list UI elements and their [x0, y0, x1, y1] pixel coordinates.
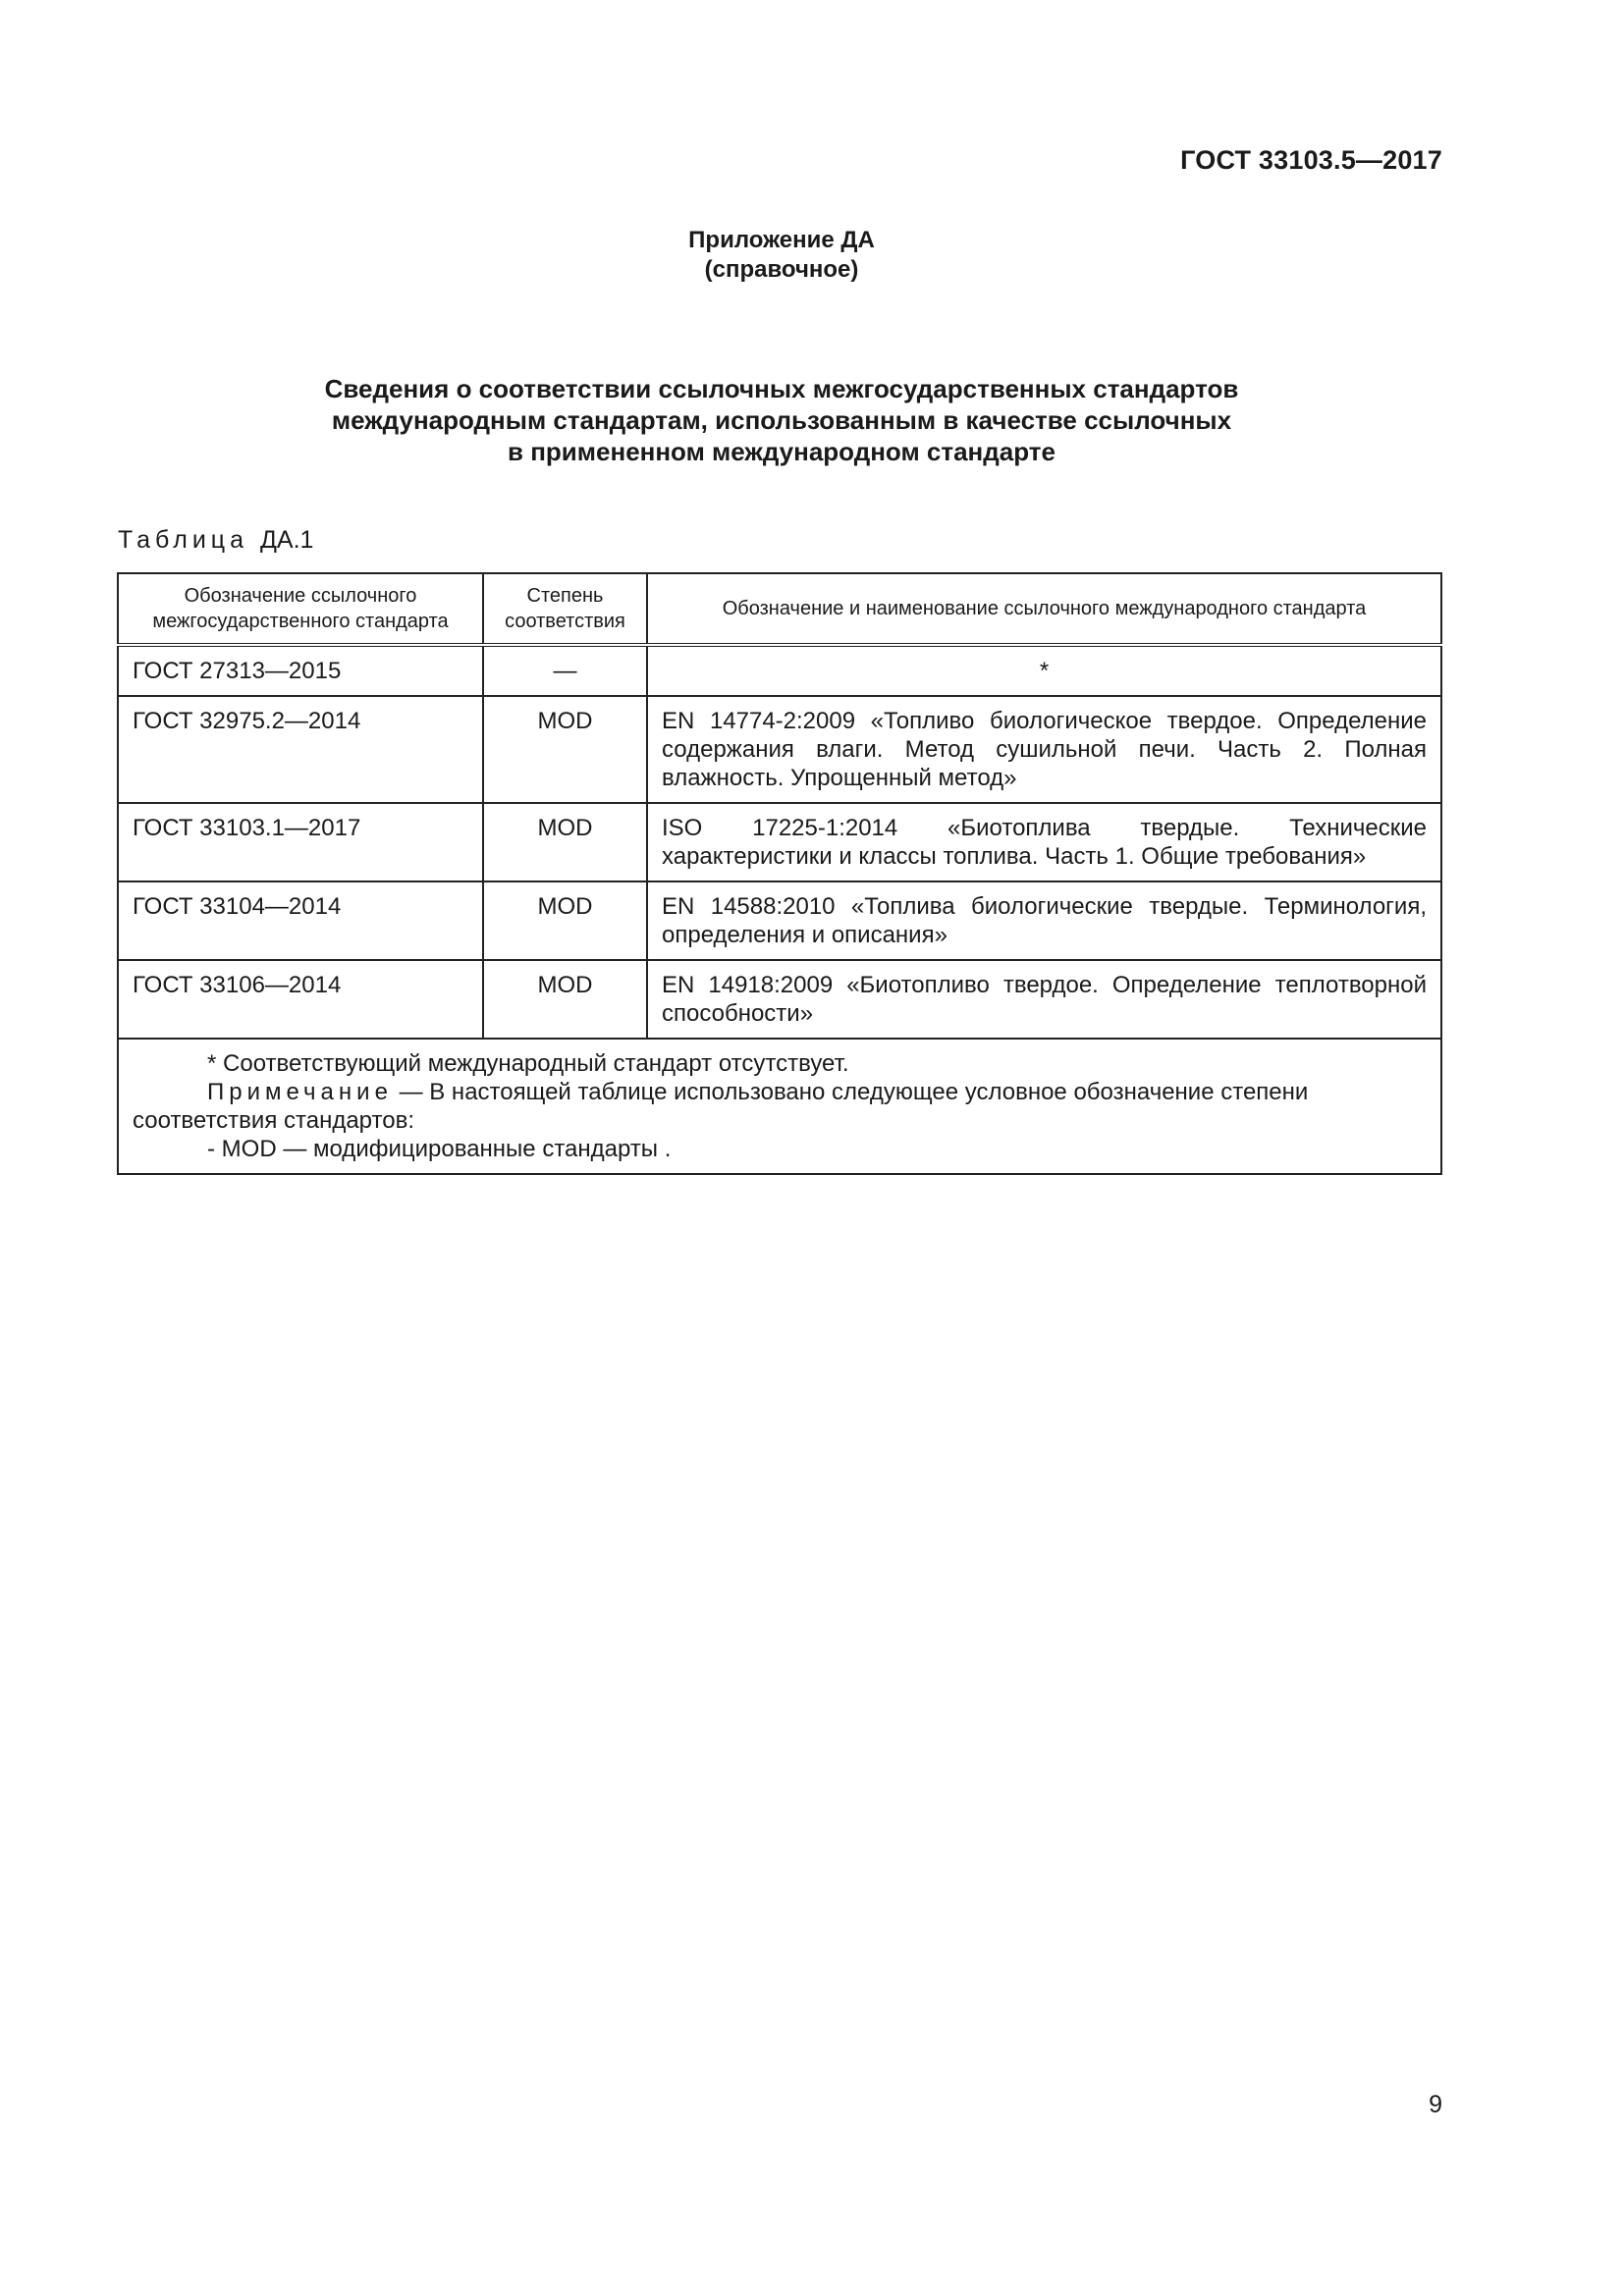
table-note — [133, 1078, 1427, 1135]
cell-reference: EN 14774-2:2009 «Топливо биологическое твердое. Определение содержания влаги. Метод сушильной печи. Часть 2. Полная влажность. Упрощенный метод» — [647, 696, 1441, 803]
table-row — [118, 960, 1441, 1039]
cell-degree: MOD — [483, 881, 647, 960]
note-item: - MOD — модифицированные стандарты . — [207, 1136, 672, 1162]
cell-degree: MOD — [483, 803, 647, 881]
header-interstate-standard: Обозначение ссылочного межгосударственного стандарта — [118, 573, 483, 645]
table-caption — [118, 526, 313, 555]
cell-reference: EN 14918:2009 «Биотопливо твердое. Определение теплотворной способности» — [647, 960, 1441, 1039]
cell-degree: MOD — [483, 960, 647, 1039]
heading-line-2: международным стандартам, использованным в качестве ссылочных — [331, 405, 1232, 435]
cell-reference: * — [647, 645, 1441, 696]
document-code: ГОСТ 33103.5—2017 — [1180, 145, 1442, 175]
table-caption-word: Таблица — [118, 526, 249, 554]
table-caption-number: ДА.1 — [259, 526, 314, 554]
heading-line-3: в примененном международном стандарте — [508, 437, 1056, 466]
note-text: — В настоящей таблице использовано следующее условное обозначение степени соответствия стандартов: — [133, 1079, 1309, 1134]
cell-degree: MOD — [483, 696, 647, 803]
table-row — [118, 881, 1441, 960]
cell-standard: ГОСТ 32975.2—2014 — [118, 696, 483, 803]
table-footnote: * Соответствующий международный стандарт отсутствует. — [207, 1050, 849, 1077]
appendix-type: (справочное) — [704, 256, 859, 283]
table-notes — [118, 1039, 1441, 1174]
note-label: Примечание — [207, 1079, 393, 1105]
standards-table — [117, 572, 1442, 1175]
header-degree: Степень соответствия — [483, 573, 647, 645]
appendix-title: Приложение ДА — [688, 227, 875, 253]
table-row — [118, 696, 1441, 803]
cell-standard: ГОСТ 33103.1—2017 — [118, 803, 483, 881]
heading-line-1: Сведения о соответствии ссылочных межгосударственных стандартов — [324, 374, 1239, 403]
section-heading — [0, 373, 1563, 467]
appendix-title-block — [0, 226, 1563, 285]
cell-reference: EN 14588:2010 «Топлива биологические твердые. Терминология, определения и описания» — [647, 881, 1441, 960]
cell-standard: ГОСТ 33104—2014 — [118, 881, 483, 960]
table-row — [118, 803, 1441, 881]
table-row — [118, 645, 1441, 696]
header-international-standard: Обозначение и наименование ссылочного международного стандарта — [647, 573, 1441, 645]
cell-degree: — — [483, 645, 647, 696]
table-header-row — [118, 573, 1441, 645]
page-number: 9 — [1429, 2091, 1442, 2118]
cell-reference: ISO 17225-1:2014 «Биотоплива твердые. Технические характеристики и классы топлива. Часть 1. Общие требования» — [647, 803, 1441, 881]
cell-standard: ГОСТ 33106—2014 — [118, 960, 483, 1039]
cell-standard: ГОСТ 27313—2015 — [118, 645, 483, 696]
table-notes-row — [118, 1039, 1441, 1174]
